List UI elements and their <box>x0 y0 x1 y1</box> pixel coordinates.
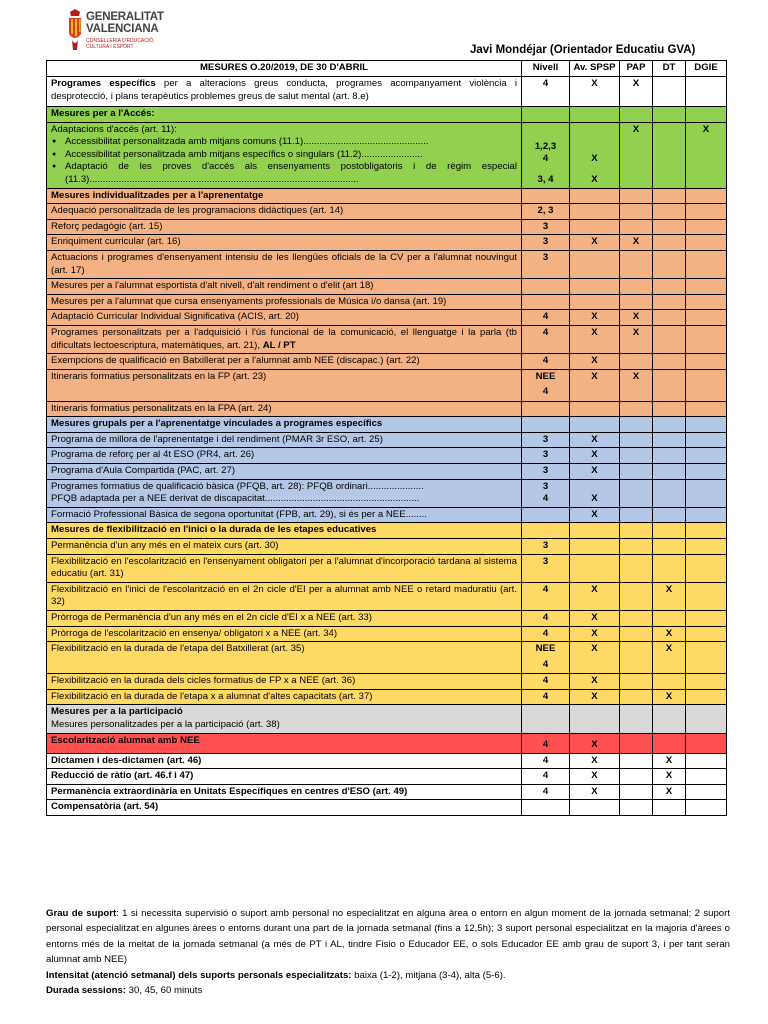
logo-line1: GENERALITAT <box>86 11 164 23</box>
measure-cell: Flexibilització en la durada de l'etapa x a alumnat d'altes capacitats (art. 37) <box>47 689 522 705</box>
av-spsp-cell: X <box>570 626 620 642</box>
section-header-grupals <box>47 417 727 433</box>
table-row <box>47 219 727 235</box>
table-header-row <box>47 61 727 77</box>
nivell-cell: 4 <box>522 674 570 690</box>
measure-cell: Flexibilització en la durada de l'etapa del Batxillerat (art. 35) <box>47 642 522 674</box>
measure-cell: Dictamen i des-dictamen (art. 46) <box>47 753 522 769</box>
nivell-cell: 4 <box>522 753 570 769</box>
coat-of-arms-icon <box>66 8 84 54</box>
list-item: ● Accessibilitat personalitzada amb mitjans específics o singulars (11.2)....................... <box>51 149 517 162</box>
measure-cell: Flexibilització en la durada dels cicles formatius de FP x a NEE (art. 36) <box>47 674 522 690</box>
table-row <box>47 464 727 480</box>
table-row <box>47 294 727 310</box>
nivell-value: 4 <box>542 153 549 165</box>
table-row <box>47 642 727 674</box>
av-spsp-cell: X <box>570 432 620 448</box>
nivell-cell: 3 <box>522 464 570 480</box>
table-row <box>47 354 727 370</box>
measure-cell: Itineraris formatius personalitzats en la FP (art. 23) <box>47 369 522 401</box>
measure-cell: Formació Professional Bàsica de segona oportunitat (FPB, art. 29), si és per a NEE........ <box>47 507 522 523</box>
measure-cell: Pròrroga de Permanència d'un any més en el 2n cicle d'EI x a NEE (art. 33) <box>47 611 522 627</box>
table-row <box>47 204 727 220</box>
table-row <box>47 507 727 523</box>
nivell-cell: NEE 4 <box>522 642 570 674</box>
av-spsp-cell: X <box>570 479 620 507</box>
table-row <box>47 733 727 753</box>
measure-cell: Reducció de ràtio (art. 46.f i 47) <box>47 769 522 785</box>
av-spsp-cell: X <box>570 310 620 326</box>
table-row <box>47 310 727 326</box>
measure-cell: Mesures per a l'alumnat que cursa ensenyaments professionals de Música i/o dansa (art. 19) <box>47 294 522 310</box>
section-header-individual <box>47 188 727 204</box>
nivell-cell: 4 <box>522 310 570 326</box>
section-title: Mesures grupals per a l'aprenentatge vinculades a programes específics <box>47 417 522 433</box>
footer-notes <box>46 906 730 998</box>
measure-cell: Flexibilització en l'inici de l'escolarització en el 2n cicle d'EI per a alumnat amb NEE o retard maduratiu (art. 32) <box>47 582 522 610</box>
logo-line2: VALENCIANA <box>86 23 159 35</box>
nivell-cell: 3 <box>522 432 570 448</box>
measure-cell: Programa d'Aula Compartida (PAC, art. 27) <box>47 464 522 480</box>
intensitat-note: Intensitat (atenció setmanal) dels suports personals especialitzats: baixa (1-2), mitjana (3-4), alta (5-6). <box>46 969 506 981</box>
av-spsp-cell: X <box>570 369 620 401</box>
pap-cell: X <box>620 235 653 251</box>
pap-cell: X <box>620 77 653 107</box>
measure-cell: Enriquiment curricular (art. 16) <box>47 235 522 251</box>
section-header-flexibilitzacio <box>47 523 727 539</box>
table-row <box>47 432 727 448</box>
col-header-nivell: Nivell <box>522 61 570 77</box>
table-row <box>47 753 727 769</box>
mark-x: X <box>591 153 598 165</box>
measure-cell: Adequació personalitzada de les programacions didàctiques (art. 14) <box>47 204 522 220</box>
dt-cell: X <box>653 769 686 785</box>
measure-cell: Programa de millora de l'aprenentatge i del rendiment (PMAR 3r ESO, art. 25) <box>47 432 522 448</box>
table-row <box>47 611 727 627</box>
table-row <box>47 401 727 417</box>
section-title: Mesures per a la participació <box>51 706 183 718</box>
nivell-cell: 4 <box>522 689 570 705</box>
measure-cell: Reforç pedagògic (art. 15) <box>47 219 522 235</box>
table-row <box>47 479 727 507</box>
grau-suport-note: Grau de suport: 1 si necessita supervisió o suport amb personal no especialitzat en alguna àrea o entorn en algun moment de la jornada setmanal; 2 suport personal especialitzat en algunes àrees o entorns durant una part de la jornada setmanal (fins a 12,5h); 3 suport personal especialitzat en la majoria d'àrees o entorns més de la meitat de la jornada setmanal (a més de PT i AL, tindre Fisio o Educador EE, o sols Educador EE amb grau de suport 3, i per tant seran alumnat amb NEE) <box>46 908 731 966</box>
measure-cell: Exempcions de qualificació en Batxillerat per a l'alumnat amb NEE (discapac.) (art. 22) <box>47 354 522 370</box>
generalitat-logo <box>66 8 164 60</box>
nivell-cell: 3 <box>522 539 570 555</box>
logo-subtitle: CONSELLERIA D'EDUCACIÓ, CULTURA I ESPORT <box>86 38 155 50</box>
nivell-cell: 3 <box>522 554 570 582</box>
measures-table <box>46 60 727 816</box>
section-title: Mesures individualitzades per a l'aprenentatge <box>47 188 522 204</box>
table-row <box>47 77 727 107</box>
section-title: Mesures de flexibilització en l'inici o la durada de les etapes educatives <box>47 523 522 539</box>
col-header-dgie: DGIE <box>686 61 727 77</box>
table-row <box>47 689 727 705</box>
nivell-cell: 3 <box>522 235 570 251</box>
measure-cell: Permanència d'un any més en el mateix curs (art. 30) <box>47 539 522 555</box>
nivell-cell <box>522 122 570 188</box>
col-header-pap: PAP <box>620 61 653 77</box>
table-row <box>47 448 727 464</box>
dt-cell: X <box>653 784 686 800</box>
table-row <box>47 769 727 785</box>
measure-cell: Programes específics per a alteracions greus conducta, programes acompanyament violència i desprotecció, i plans terapèutics problemes greus de salut mental (art. 8.e) <box>47 77 522 107</box>
col-header-av-spsp: Av. SPSP <box>570 61 620 77</box>
av-spsp-cell: X <box>570 689 620 705</box>
av-spsp-cell: X <box>570 733 620 753</box>
av-spsp-cell: X <box>570 769 620 785</box>
measure-cell: Itineraris formatius personalitzats en la FPA (art. 24) <box>47 401 522 417</box>
measure-cell: Pròrroga de l'escolarització en ensenya/ obligatori x a NEE (art. 34) <box>47 626 522 642</box>
av-spsp-cell: X <box>570 784 620 800</box>
measure-cell <box>47 122 522 188</box>
av-spsp-cell <box>570 122 620 188</box>
pap-cell: X <box>620 310 653 326</box>
table-row <box>47 250 727 278</box>
dt-cell: X <box>653 689 686 705</box>
author-label: Javi Mondéjar (Orientador Educatiu GVA) <box>470 44 696 56</box>
av-spsp-cell: X <box>570 77 620 107</box>
measure-cell: Flexibilització en l'escolarització en l'ensenyament obligatori per a l'alumnat d'incorporació tardana al sistema educatiu (art. 31) <box>47 554 522 582</box>
av-spsp-cell: X <box>570 753 620 769</box>
table-row <box>47 122 727 188</box>
durada-note: Durada sessions: 30, 45, 60 minuts <box>46 985 203 997</box>
nivell-cell: 3 <box>522 250 570 278</box>
section-header-acces <box>47 107 727 123</box>
measure-cell: Mesures per a la participació Mesures personalitzades per a la participació (art. 38) <box>47 705 522 733</box>
pap-cell: X <box>620 369 653 401</box>
table-row <box>47 369 727 401</box>
av-spsp-cell: X <box>570 611 620 627</box>
nivell-cell: 4 <box>522 611 570 627</box>
table-row <box>47 539 727 555</box>
dgie-cell: X <box>686 122 727 188</box>
nivell-cell: 4 <box>522 325 570 353</box>
nivell-cell: 4 <box>522 354 570 370</box>
col-header-mesures: MESURES O.20/2019, DE 30 D'ABRIL <box>47 61 522 77</box>
nivell-cell: 4 <box>522 784 570 800</box>
dt-cell: X <box>653 642 686 674</box>
pap-cell: X <box>620 122 653 188</box>
measure-cell: Permanència extraordinària en Unitats Específiques en centres d'ESO (art. 49) <box>47 784 522 800</box>
nivell-cell: 4 <box>522 769 570 785</box>
av-spsp-cell: X <box>570 507 620 523</box>
nivell-cell: 3 <box>522 219 570 235</box>
av-spsp-cell: X <box>570 448 620 464</box>
measure-cell: Programa de reforç per al 4t ESO (PR4, art. 26) <box>47 448 522 464</box>
measure-cell: Escolarització alumnat amb NEE <box>47 733 522 753</box>
table-row <box>47 705 727 733</box>
nivell-cell: 2, 3 <box>522 204 570 220</box>
table-row <box>47 784 727 800</box>
nivell-cell: 3 4 <box>522 479 570 507</box>
av-spsp-cell: X <box>570 582 620 610</box>
av-spsp-cell: X <box>570 674 620 690</box>
nivell-cell: 3 <box>522 448 570 464</box>
dt-cell: X <box>653 753 686 769</box>
table-row <box>47 800 727 816</box>
av-spsp-cell: X <box>570 464 620 480</box>
dt-cell: X <box>653 626 686 642</box>
nivell-cell: 4 <box>522 626 570 642</box>
nivell-value: 1,2,3 <box>534 140 557 152</box>
nivell-cell: 4 <box>522 733 570 753</box>
list-item: ● Accessibilitat personalitzada amb mitjans comuns (11.1)............................................... <box>51 136 517 149</box>
table-row <box>47 582 727 610</box>
section-title: Mesures per a l'Accés: <box>47 107 522 123</box>
dt-cell <box>653 122 686 188</box>
col-header-dt: DT <box>653 61 686 77</box>
table-row <box>47 554 727 582</box>
measure-cell: Programes formatius de qualificació bàsica (PFQB, art. 28): PFQB ordinari..................... PFQB adaptada per a NEE derivat de discapacitat.......................................................... <box>47 479 522 507</box>
nivell-cell: NEE 4 <box>522 369 570 401</box>
mark-x: X <box>591 173 598 185</box>
list-item: ● Adaptació de les proves d'accés als ensenyaments postobligatoris i de règim especial (11.3)..................................................................................................... <box>51 161 517 186</box>
measure-cell: Actuacions i programes d'ensenyament intensiu de les llengües oficials de la CV per a l'alumnat nouvingut (art. 17) <box>47 250 522 278</box>
av-spsp-cell: X <box>570 354 620 370</box>
measure-cell: Compensatòria (art. 54) <box>47 800 522 816</box>
dgie-cell <box>686 77 727 107</box>
table-row <box>47 325 727 353</box>
table-row <box>47 279 727 295</box>
table-row <box>47 626 727 642</box>
av-spsp-cell: X <box>570 642 620 674</box>
pap-cell: X <box>620 325 653 353</box>
acces-intro: Adaptacions d'accés (art. 11): <box>51 123 177 135</box>
nivell-cell: 4 <box>522 582 570 610</box>
dt-cell <box>653 77 686 107</box>
measure-cell: Programes personalitzats per a l'adquisició i l'ús funcional de la comunicació, el llenguatge i la parla (tb dificultats lectoescriptura, matemàtiques, art. 21), AL / PT <box>47 325 522 353</box>
av-spsp-cell: X <box>570 325 620 353</box>
table-row <box>47 235 727 251</box>
av-spsp-cell: X <box>570 235 620 251</box>
dt-cell: X <box>653 582 686 610</box>
nivell-value: 3, 4 <box>537 173 554 185</box>
nivell-cell: 4 <box>522 77 570 107</box>
table-row <box>47 674 727 690</box>
measure-cell: Adaptació Curricular Individual Significativa (ACIS, art. 20) <box>47 310 522 326</box>
measure-cell: Mesures per a l'alumnat esportista d'alt nivell, d'alt rendiment o d'elit (art 18) <box>47 279 522 295</box>
